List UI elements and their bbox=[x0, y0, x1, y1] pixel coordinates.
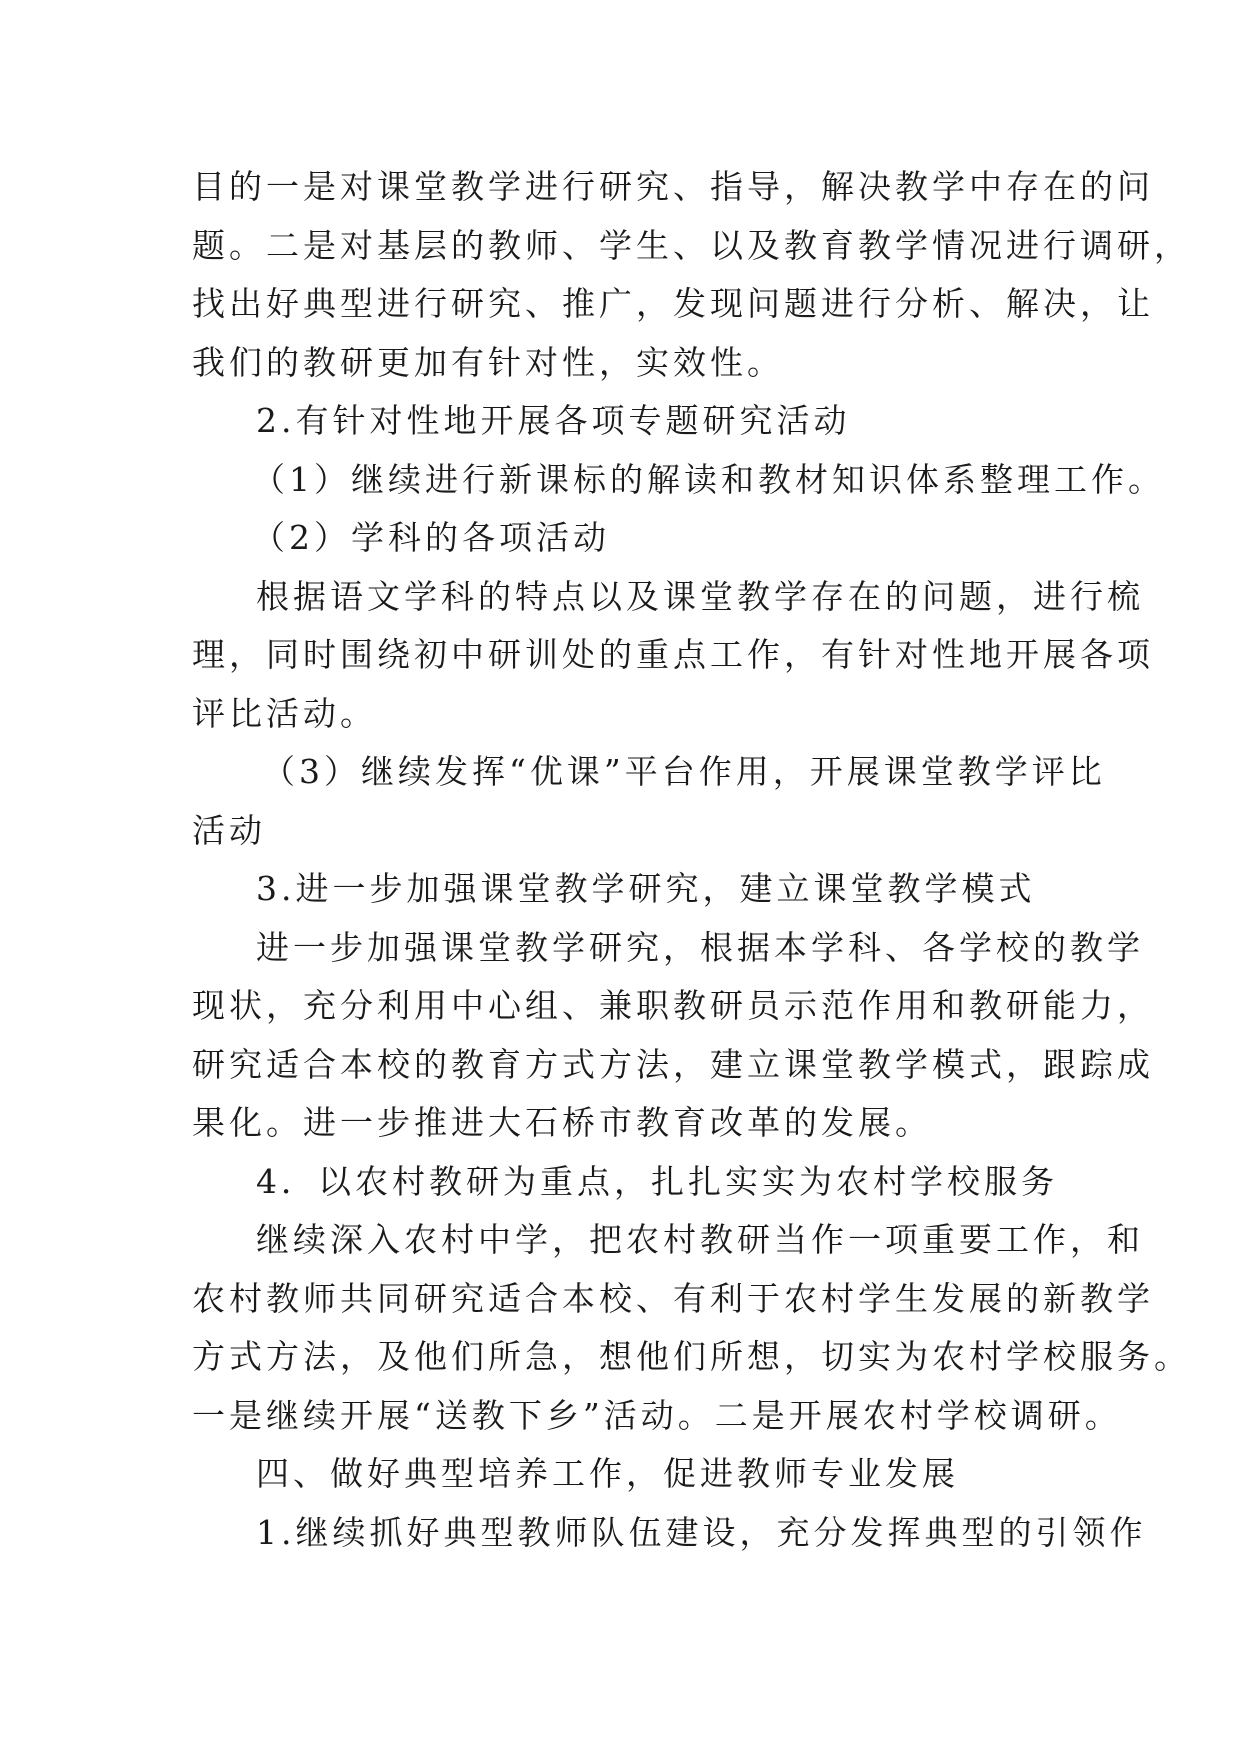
paragraph-line: 目的一是对课堂教学进行研究、指导，解决教学中存在的问 bbox=[192, 167, 1154, 206]
list-item: （1）继续进行新课标的解读和教材知识体系整理工作。 bbox=[252, 459, 1165, 499]
paragraph-line: 一是继续开展“送教下乡”活动。二是开展农村学校调研。 bbox=[192, 1395, 1122, 1435]
section-heading: 四、做好典型培养工作，促进教师专业发展 bbox=[256, 1454, 959, 1493]
paragraph-line: 理，同时围绕初中研训处的重点工作，有针对性地开展各项 bbox=[192, 635, 1154, 674]
paragraph-line: 果化。进一步推进大石桥市教育改革的发展。 bbox=[192, 1103, 932, 1142]
paragraph-line: 题。二是对基层的教师、学生、以及教育教学情况进行调研， bbox=[192, 225, 1191, 265]
paragraph-line: 农村教师共同研究适合本校、有利于农村学生发展的新教学 bbox=[192, 1278, 1154, 1318]
paragraph-line: 根据语文学科的特点以及课堂教学存在的问题，进行梳 bbox=[256, 576, 1144, 616]
section-heading: 4．以农村教研为重点，扎扎实实为农村学校服务 bbox=[256, 1161, 1058, 1201]
paragraph-line: 研究适合本校的教育方式方法，建立课堂教学模式，跟踪成 bbox=[192, 1044, 1154, 1084]
document-body bbox=[192, 158, 1191, 1562]
paragraph-line: 现状，充分利用中心组、兼职教研员示范作用和教研能力， bbox=[192, 986, 1154, 1025]
paragraph-line: 找出好典型进行研究、推广，发现问题进行分析、解决，让 bbox=[192, 284, 1154, 323]
list-item: （3）继续发挥“优课”平台作用，开展课堂教学评比 bbox=[262, 752, 1106, 791]
paragraph-line: 评比活动。 bbox=[192, 693, 377, 733]
paragraph-line: 我们的教研更加有针对性，实效性。 bbox=[192, 342, 784, 382]
paragraph-line: 进一步加强课堂教学研究，根据本学科、各学校的教学 bbox=[256, 927, 1144, 967]
paragraph-line: 活动 bbox=[192, 810, 266, 850]
section-heading: 2.有针对性地开展各项专题研究活动 bbox=[256, 401, 851, 440]
list-item: （2）学科的各项活动 bbox=[252, 518, 610, 557]
paragraph-line: 继续深入农村中学，把农村教研当作一项重要工作，和 bbox=[256, 1220, 1144, 1259]
section-heading: 3.进一步加强课堂教学研究，建立课堂教学模式 bbox=[256, 869, 1036, 908]
paragraph-line: 1.继续抓好典型教师队伍建设，充分发挥典型的引领作 bbox=[256, 1512, 1147, 1552]
paragraph-line: 方式方法，及他们所急，想他们所想，切实为农村学校服务。 bbox=[192, 1337, 1191, 1376]
